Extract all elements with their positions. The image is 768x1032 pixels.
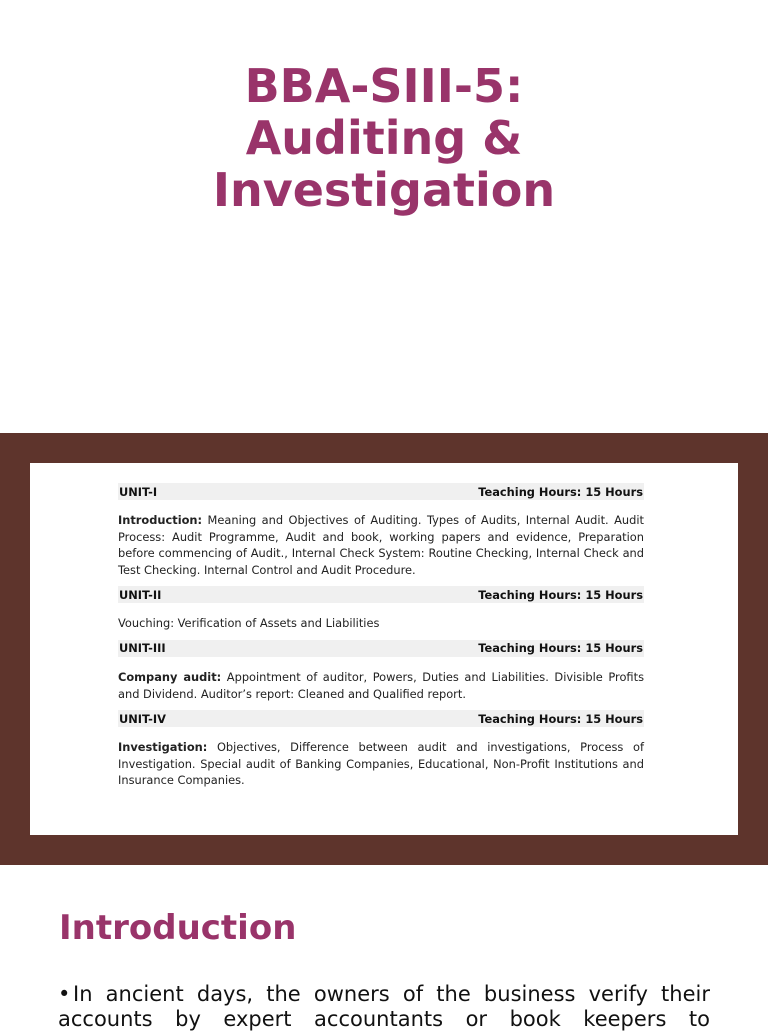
title-line-3: Investigation (212, 163, 556, 217)
syllabus-document (118, 483, 644, 797)
unit-description (118, 615, 644, 632)
bullet-text: In ancient days, the owners of the business verify their accounts by expert accountants or book keepers to (58, 982, 710, 1031)
unit-text: Vouching: Verification of Assets and Liabilities (118, 616, 380, 631)
unit-lead: Company audit: (118, 669, 222, 684)
introduction-bullet (58, 982, 710, 1032)
unit-description (118, 512, 644, 578)
unit-lead: Investigation: (118, 740, 208, 755)
unit-name: UNIT-IV (119, 711, 166, 726)
title-line-2: Auditing & (245, 111, 523, 165)
unit-text: Appointment of auditor, Powers, Duties and Liabilities. Divisible Profits and Dividend. Auditor’s report: Cleaned and Qualified report. (118, 669, 644, 701)
unit-hours: Teaching Hours: 15 Hours (478, 641, 643, 656)
unit-name: UNIT-III (119, 641, 166, 656)
unit-header (118, 483, 644, 500)
unit-header (118, 586, 644, 603)
slide-title (0, 60, 768, 216)
unit-name: UNIT-I (119, 484, 158, 499)
syllabus-card (30, 463, 738, 835)
unit-hours: Teaching Hours: 15 Hours (478, 484, 643, 499)
introduction-heading: Introduction (59, 908, 297, 948)
title-line-1: BBA-SIII-5: (244, 59, 524, 113)
unit-hours: Teaching Hours: 15 Hours (478, 711, 643, 726)
unit-description (118, 739, 644, 789)
unit-header (118, 710, 644, 727)
unit-header (118, 640, 644, 657)
unit-lead: Introduction: (118, 513, 203, 527)
unit-description (118, 669, 644, 702)
bullet-icon: • (58, 982, 71, 1006)
unit-name: UNIT-II (119, 587, 162, 602)
unit-text: Meaning and Objectives of Auditing. Types of Audits, Internal Audit. Audit Process: Audit Programme, Audit and book, working papers and evidence, Preparation before commencing of Audit., Internal Check System: Routine Checking, Internal Check and Test Checking. Internal Control and Audit Procedure. (118, 513, 644, 577)
unit-hours: Teaching Hours: 15 Hours (478, 587, 643, 602)
unit-text: Objectives, Difference between audit and investigations, Process of Investigation. Special audit of Banking Companies, Educational, Non-Profit Institutions and Insurance Companies. (118, 740, 644, 788)
syllabus-band (0, 433, 768, 865)
